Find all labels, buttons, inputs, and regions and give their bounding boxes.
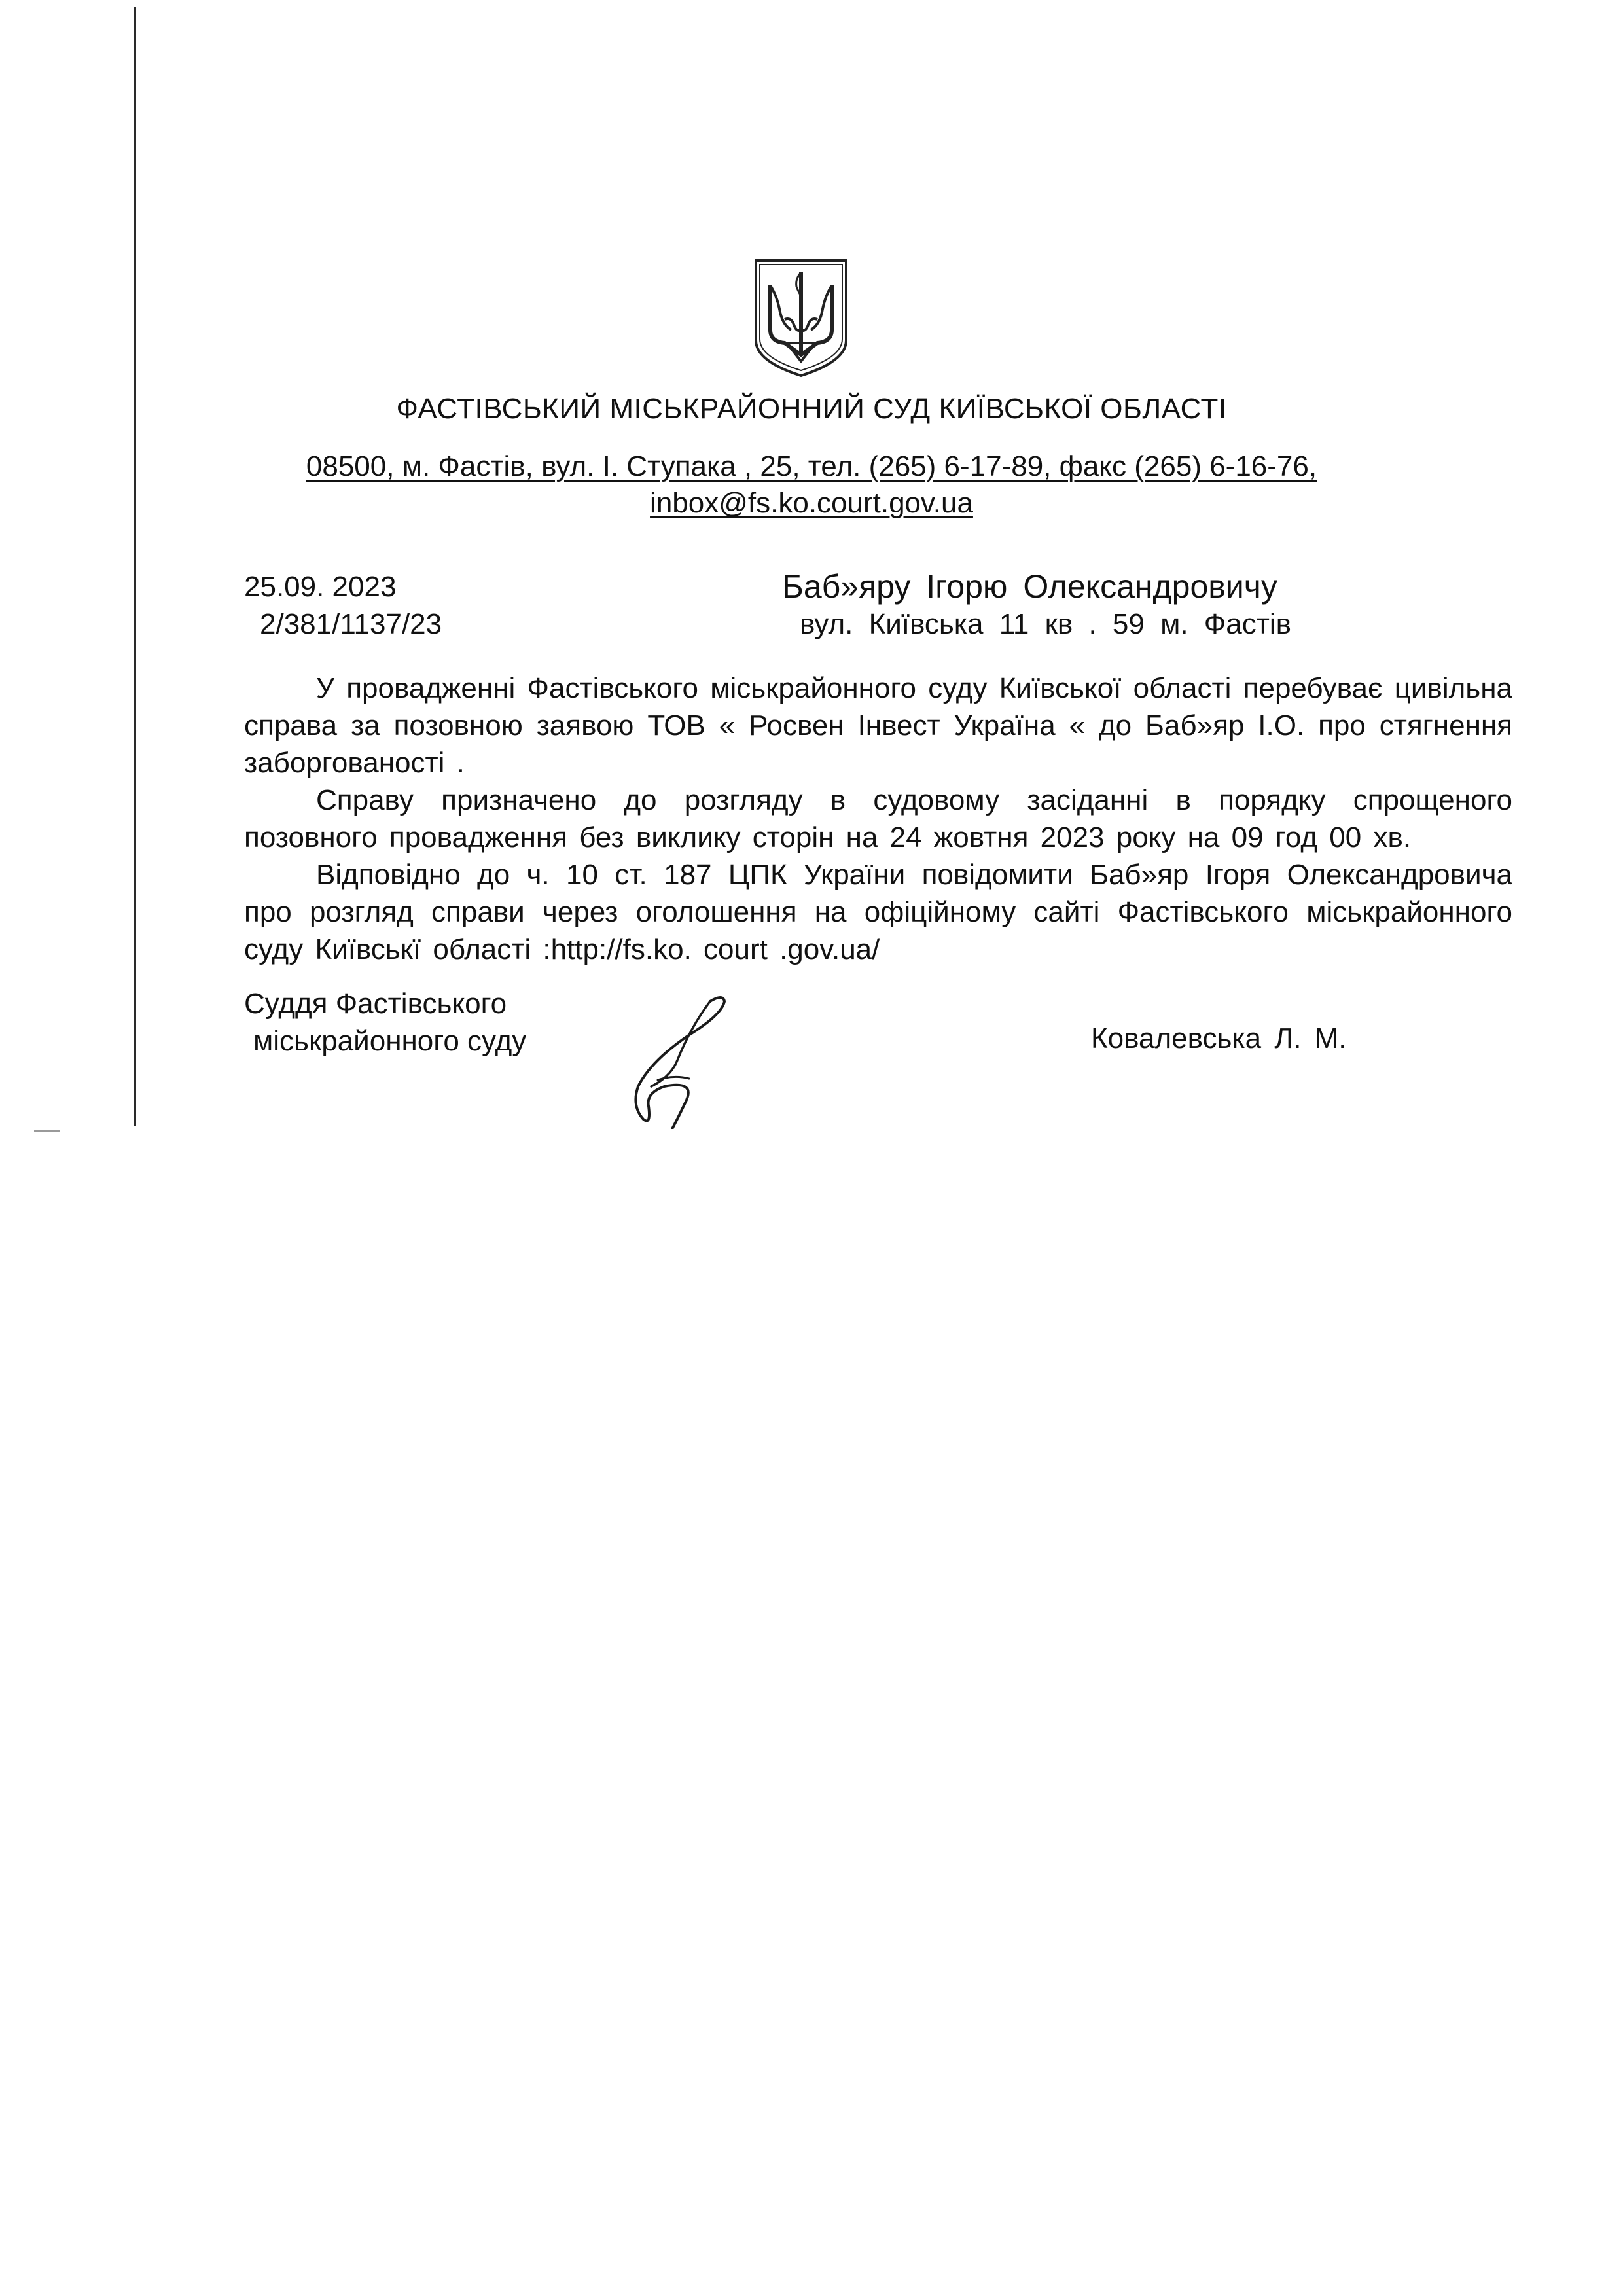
letter-body [244,670,1512,968]
case-reference: 2/381/1137/23 [260,608,442,640]
scan-margin-line [134,7,136,1126]
judge-title-line1: Суддя Фастівського [244,988,507,1020]
body-paragraph-notice: Відповідно до ч. 10 ст. 187 ЦПК України повідомити Баб»яр Ігоря Олександровича про розгляд справи через оголошення на офіційному сайті Фастівського міськрайонного суду Київськї області :http://fs.ko. court .gov.ua/ [244,859,1512,965]
letter-date: 25.09. 2023 [244,571,397,603]
judge-title-line2: міськрайонного суду [253,1025,527,1057]
court-email: inbox@fs.ko.court.gov.ua [650,487,973,519]
body-paragraph-hearing: Справу призначено до розгляду в судовому засіданні в порядку спрощеного позовного провадження без виклику сторін на 24 жовтня 2023 року на 09 год 00 хв. [244,784,1512,853]
recipient-name: Баб»яру Ігорю Олександровичу [782,568,1277,605]
judge-name: Ковалевська Л. М. [1091,1022,1347,1054]
court-name: ФАСТІВСЬКИЙ МІСЬКРАЙОННИЙ СУД КИЇВСЬКОЇ ОБЛАСТІ [396,393,1227,425]
court-address-line: 08500, м. Фастів, вул. І. Ступака , 25, тел. (265) 6-17-89, факс (265) 6-16-76, [306,450,1317,482]
handwritten-signature [612,988,736,1129]
trident-coat-of-arms-icon [751,257,851,379]
scan-speck [34,1130,60,1132]
court-address [0,448,1623,522]
judge-title [244,985,526,1060]
body-paragraph-proceedings: У провадженні Фастівського міськрайонного суду Київської області перебуває цивільна справа за позовною заявою ТОВ « Росвен Інвест Україна « до Баб»яр І.О. про стягнення заборгованості . [244,672,1512,779]
recipient-address: вул. Київська 11 кв . 59 м. Фастів [800,608,1292,640]
